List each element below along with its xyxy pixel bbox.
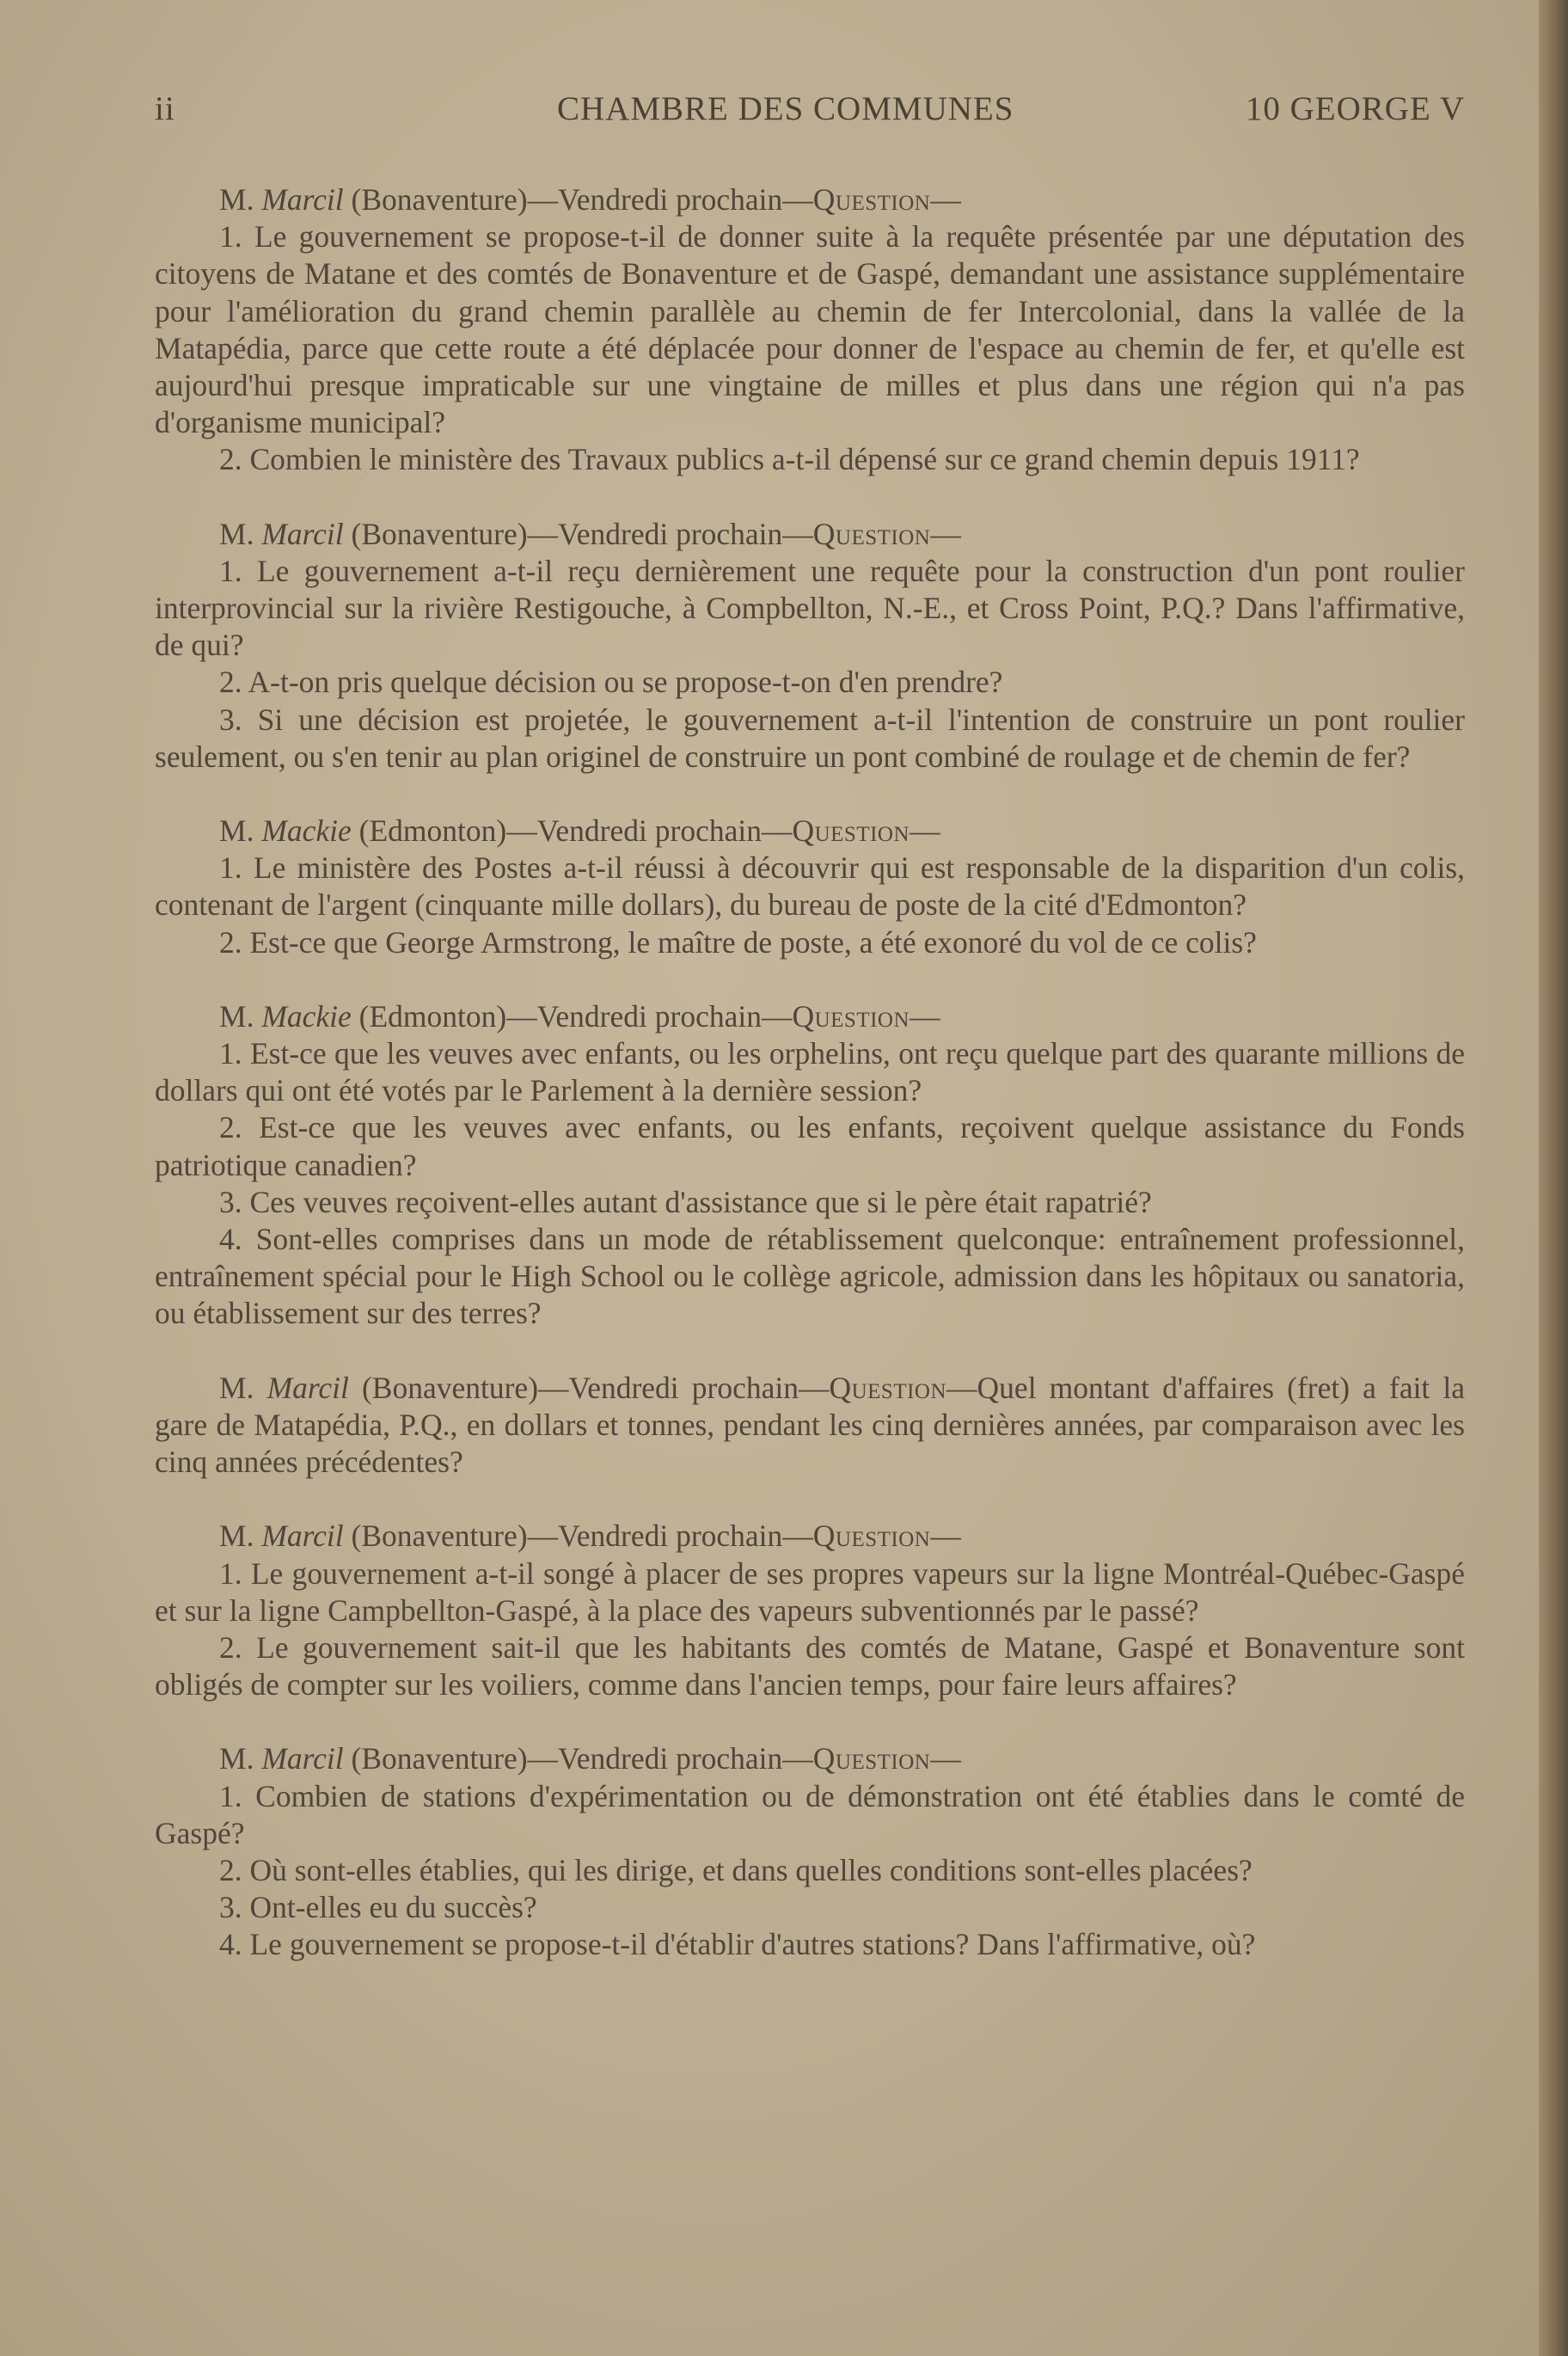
question-heading: M. Marcil (Bonaventure)—Vendredi prochain—Question— (219, 1519, 961, 1554)
riding-date: (Bonaventure)—Vendredi prochain— (351, 516, 813, 551)
riding-date: (Bonaventure)—Vendredi prochain— (351, 1741, 813, 1776)
question-label: Question (812, 182, 931, 217)
questions-list (155, 181, 1465, 2001)
question-paragraph: 2. Où sont-elles établies, qui les dirige, et dans quelles conditions sont-elles placées? (219, 1852, 1253, 1887)
member-name: Mackie (261, 813, 352, 849)
member-name: Mackie (261, 998, 352, 1034)
question-paragraph: 1. Le ministère des Postes a-t-il réussi à découvrir qui est responsable de la disparition d'un colis, contenant de l'argent (cinquante mille dollars), du bureau de poste de la cité d'Edmonton? (155, 850, 1465, 923)
riding-date: (Edmonton)—Vendredi prochain— (358, 998, 793, 1034)
question-heading: M. Marcil (Bonaventure)—Vendredi prochain—Question— (219, 182, 961, 217)
question-entry (155, 181, 1465, 479)
question-label: Question (792, 813, 910, 849)
question-entry (155, 1370, 1465, 1482)
question-paragraph: 1. Le gouvernement se propose-t-il de donner suite à la requête présentée par une députation des citoyens de Matane et des comtés de Bonaventure et de Gaspé, demandant une assistance supplémentaire pour l'amélioration du grand chemin parallèle au chemin de fer Intercolonial, dans la vallée de la Matapédia, parce que cette route a été déplacée pour donner de l'espace au chemin de fer, et qu'elle est aujourd'hui presque impraticable sur une vingtaine de milles et plus dans une région qui n'a pas d'organisme municipal? (155, 219, 1465, 440)
question-label: Question (812, 516, 931, 551)
question-paragraph: 2. Est-ce que les veuves avec enfants, ou les enfants, reçoivent quelque assistance du Fonds patriotique canadien? (155, 1110, 1465, 1182)
question-paragraph: 2. Est-ce que George Armstrong, le maître de poste, a été exonoré du vol de ce colis? (219, 924, 1257, 960)
question-label: Question (812, 1519, 931, 1554)
riding-date: (Edmonton)—Vendredi prochain— (358, 813, 793, 849)
riding-date: (Bonaventure)—Vendredi prochain— (351, 1519, 813, 1554)
question-paragraph: 2. Le gouvernement sait-il que les habitants des comtés de Matane, Gaspé et Bonaventure sont obligés de compter sur les voiliers, comme dans l'ancien temps, pour faire leurs affaires? (155, 1629, 1465, 1703)
question-heading: M. Mackie (Edmonton)—Vendredi prochain—Question— (219, 998, 940, 1034)
page-number: ii (155, 90, 175, 127)
header-title: CHAMBRE DES COMMUNES (557, 90, 1014, 127)
page-edge (1539, 0, 1568, 2356)
question-paragraph: 1. Combien de stations d'expérimentation ou de démonstration ont été établies dans le comté de Gaspé? (155, 1778, 1465, 1850)
member-prefix: M. (219, 998, 254, 1034)
question-inline-text: Quel montant d'affaires (fret) a fait la gare de Matapédia, P.Q., en dollars et tonnes, pendant les cinq dernières années, par comparaison avec les cinq années précédentes? (155, 1370, 1466, 1480)
question-heading: M. Marcil (Bonaventure)—Vendredi prochain—Question— (219, 1741, 961, 1776)
member-prefix: M. (219, 516, 254, 551)
running-header (155, 89, 1465, 138)
question-paragraph: 2. Combien le ministère des Travaux publics a-t-il dépensé sur ce grand chemin depuis 1911? (219, 442, 1360, 477)
member-name: Marcil (261, 516, 344, 551)
member-name: Marcil (261, 182, 344, 217)
question-heading: M. Marcil (Bonaventure)—Vendredi prochain—Question— (219, 516, 961, 551)
question-heading: M. Mackie (Edmonton)—Vendredi prochain—Question— (219, 813, 940, 849)
question-paragraph: 4. Le gouvernement se propose-t-il d'établir d'autres stations? Dans l'affirmative, où? (219, 1927, 1256, 1962)
member-prefix: M. (219, 1741, 254, 1776)
member-name: Marcil (266, 1370, 349, 1405)
member-prefix: M. (219, 813, 254, 849)
question-entry (155, 516, 1465, 776)
question-paragraph: 1. Le gouvernement a-t-il reçu dernièrement une requête pour la construction d'un pont roulier interprovincial sur la rivière Restigouche, à Compbellton, N.-E., et Cross Point, P.Q.? Dans l'affirmative, de qui? (155, 553, 1465, 663)
regnal-year: 10 GEORGE V (1245, 90, 1465, 127)
question-label: Question (829, 1370, 947, 1405)
question-paragraph: 4. Sont-elles comprises dans un mode de rétablissement quelconque: entraînement professionnel, entraînement spécial pour le High School ou le collège agricole, admission dans les hôpitaux ou sanatoria, ou établissement sur des terres? (155, 1222, 1465, 1331)
question-entry (155, 1740, 1465, 1963)
question-paragraph: 3. Ont-elles eu du succès? (219, 1890, 537, 1925)
member-name: Marcil (261, 1741, 344, 1776)
member-prefix: M. (219, 182, 254, 217)
question-paragraph: 1. Le gouvernement a-t-il songé à placer de ses propres vapeurs sur la ligne Montréal-Québec-Gaspé et sur la ligne Campbellton-Gaspé, à la place des vapeurs subventionnés par le passé? (155, 1555, 1465, 1628)
question-label: Question (812, 1741, 931, 1776)
question-paragraph: 1. Est-ce que les veuves avec enfants, ou les orphelins, ont reçu quelque part des quarante millions de dollars qui ont été votés par le Parlement à la dernière session? (155, 1036, 1465, 1108)
question-paragraph: 2. A-t-on pris quelque décision ou se propose-t-on d'en prendre? (219, 665, 1003, 700)
question-entry (155, 813, 1465, 961)
member-prefix: M. (219, 1370, 254, 1405)
member-name: Marcil (261, 1519, 344, 1554)
riding-date: (Bonaventure)—Vendredi prochain— (351, 182, 813, 217)
question-entry (155, 998, 1465, 1333)
riding-date: (Bonaventure)—Vendredi prochain— (361, 1370, 830, 1405)
question-entry (155, 1518, 1465, 1703)
question-heading: M. Marcil (Bonaventure)—Vendredi prochain—Question—Quel montant d'affaires (fret) a fait la gare de Matapédia, P.Q., en dollars et tonnes, pendant les cinq dernières années, par comparaison avec les cinq années précédentes? (155, 1370, 1466, 1480)
question-paragraph: 3. Ces veuves reçoivent-elles autant d'assistance que si le père était rapatrié? (219, 1184, 1152, 1219)
question-paragraph: 3. Si une décision est projetée, le gouvernement a-t-il l'intention de construire un pont roulier seulement, ou s'en tenir au plan originel de construire un pont combiné de roulage et de chemin de fer? (155, 702, 1465, 774)
member-prefix: M. (219, 1519, 254, 1554)
question-label: Question (792, 998, 910, 1034)
